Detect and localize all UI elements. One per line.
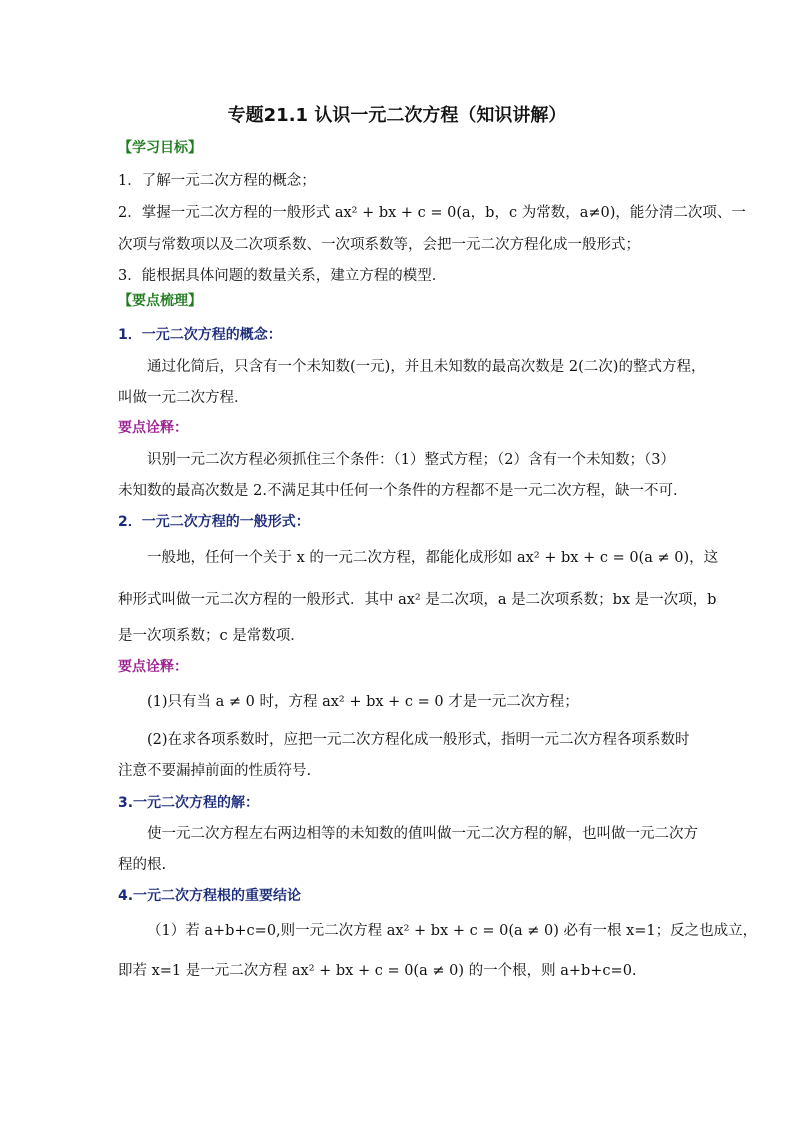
section-1-note-heading: 要点诠释：: [118, 420, 188, 436]
section-1-para-line-2: 叫做一元二次方程．: [118, 390, 249, 406]
section-3-para-line-1: 使一元二次方程左右两边相等的未知数的值叫做一元二次方程的解，也叫做一元二次方: [147, 826, 698, 842]
section-1-note-line-1: 识别一元二次方程必须抓住三个条件：（1）整式方程；（2）含有一个未知数；（3）: [147, 452, 675, 468]
section-2-para-line-3: 是一次项系数；c 是常数项．: [118, 628, 305, 644]
section-4-heading: 4.一元二次方程根的重要结论: [118, 888, 302, 904]
section-2-para-line-1: 一般地，任何一个关于 x 的一元二次方程，都能化成形如 ax² + bx + c = 0(a ≠ 0)，这: [147, 550, 719, 566]
section-1-note-line-2: 未知数的最高次数是 2.不满足其中任何一个条件的方程都不是一元二次方程，缺一不可.: [118, 483, 678, 499]
points-heading: 【要点梳理】: [118, 293, 202, 309]
goal-3: 3．能根据具体问题的数量关系，建立方程的模型．: [118, 268, 447, 284]
goal-2-cont: 次项与常数项以及二次项系数、一次项系数等，会把一元二次方程化成一般形式；: [118, 237, 640, 253]
section-3-para-line-2: 程的根.: [118, 857, 167, 873]
section-2-note-line-3: 注意不要漏掉前面的性质符号.: [118, 763, 312, 779]
section-1-heading: 1．一元二次方程的概念：: [118, 327, 282, 343]
page-title: 专题21.1 认识一元二次方程（知识讲解）: [227, 105, 567, 126]
section-2-para-line-2: 种形式叫做一元二次方程的一般形式．其中 ax² 是二次项，a 是二次项系数；bx 是一次项，b: [118, 592, 717, 608]
section-2-note-line-1: (1)只有当 a ≠ 0 时，方程 ax² + bx + c = 0 才是一元二次方程；: [147, 694, 579, 710]
goals-heading: 【学习目标】: [118, 140, 202, 156]
goal-2: 2．掌握一元二次方程的一般形式 ax² + bx + c = 0(a，b，c 为常数，a≠0)，能分清二次项、一: [118, 205, 746, 221]
section-1-para-line-1: 通过化简后，只含有一个未知数(一元)，并且未知数的最高次数是 2(二次)的整式方程，: [147, 359, 706, 375]
section-2-note-line-2: (2)在求各项系数时，应把一元二次方程化成一般形式，指明一元二次方程各项系数时: [147, 732, 690, 748]
section-2-note-heading: 要点诠释：: [118, 659, 188, 675]
section-4-para-line-2: 即若 x=1 是一元二次方程 ax² + bx + c = 0(a ≠ 0) 的一个根，则 a+b+c=0.: [118, 963, 637, 979]
goal-1: 1．了解一元二次方程的概念；: [118, 173, 316, 189]
section-3-heading: 3.一元二次方程的解：: [118, 795, 260, 811]
section-2-heading: 2．一元二次方程的一般形式：: [118, 514, 310, 530]
section-4-para-line-1: （1）若 a+b+c=0,则一元二次方程 ax² + bx + c = 0(a ≠ 0) 必有一根 x=1；反之也成立，: [147, 923, 758, 939]
